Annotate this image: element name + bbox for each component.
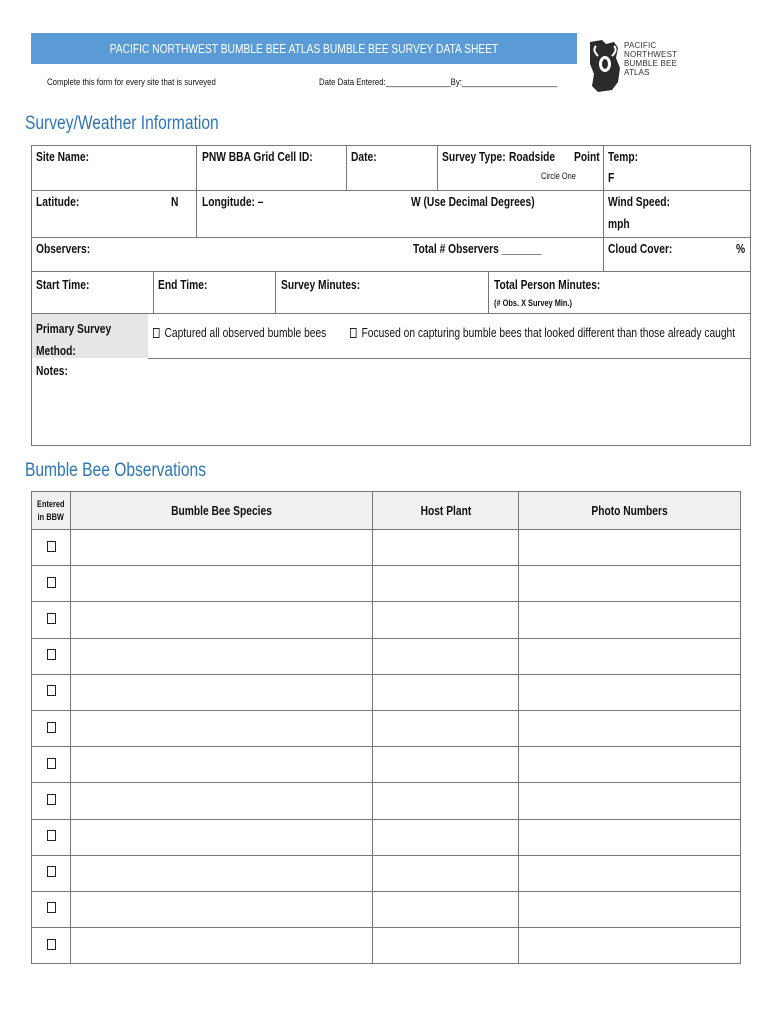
entered-checkbox-cell[interactable] (32, 928, 71, 964)
observers-field[interactable]: Observers: (36, 242, 91, 256)
entered-checkbox-cell[interactable] (32, 674, 71, 710)
host-plant-cell[interactable] (373, 530, 519, 566)
host-plant-cell[interactable] (373, 602, 519, 638)
checkbox-icon[interactable] (47, 613, 56, 624)
col-host-header: Host Plant (373, 492, 519, 530)
primary-method-label: Primary Survey Method: (36, 322, 112, 358)
wind-unit: mph (608, 217, 630, 231)
host-plant-cell[interactable] (373, 783, 519, 819)
temp-unit: F (608, 171, 615, 185)
site-name-field[interactable]: Site Name: (36, 150, 89, 164)
species-cell[interactable] (71, 674, 373, 710)
grid-cell-field[interactable]: PNW BBA Grid Cell ID: (202, 150, 313, 164)
species-cell[interactable] (71, 783, 373, 819)
checkbox-icon[interactable] (153, 328, 160, 338)
photo-numbers-cell[interactable] (519, 928, 741, 964)
photo-numbers-cell[interactable] (519, 638, 741, 674)
photo-numbers-cell[interactable] (519, 855, 741, 891)
entered-checkbox-cell[interactable] (32, 602, 71, 638)
species-cell[interactable] (71, 855, 373, 891)
entered-checkbox-cell[interactable] (32, 747, 71, 783)
table-row (32, 891, 741, 927)
checkbox-icon[interactable] (350, 328, 357, 338)
table-row (32, 855, 741, 891)
photo-numbers-cell[interactable] (519, 783, 741, 819)
col-divider (437, 145, 438, 190)
entered-checkbox-cell[interactable] (32, 819, 71, 855)
checkbox-icon[interactable] (47, 866, 56, 877)
survey-section-title: Survey/Weather Information (25, 113, 219, 134)
cloud-cover-field[interactable]: Cloud Cover: (608, 242, 673, 256)
species-cell[interactable] (71, 891, 373, 927)
entered-checkbox-cell[interactable] (32, 530, 71, 566)
circle-one-hint: Circle One (541, 171, 576, 181)
instruction-text: Complete this form for every site that is surveyed (47, 77, 216, 88)
temp-field[interactable]: Temp: (608, 150, 638, 164)
species-cell[interactable] (71, 747, 373, 783)
table-row (32, 747, 741, 783)
host-plant-cell[interactable] (373, 674, 519, 710)
latitude-n: N (171, 195, 179, 209)
table-row (32, 674, 741, 710)
host-plant-cell[interactable] (373, 566, 519, 602)
table-row (32, 819, 741, 855)
col-entered-header: Entered in BBW (32, 492, 71, 530)
photo-numbers-cell[interactable] (519, 530, 741, 566)
species-cell[interactable] (71, 530, 373, 566)
species-cell[interactable] (71, 710, 373, 746)
roadside-option[interactable]: Roadside (509, 150, 556, 164)
checkbox-icon[interactable] (47, 541, 56, 552)
host-plant-cell[interactable] (373, 747, 519, 783)
col-divider (346, 145, 347, 190)
wind-speed-field[interactable]: Wind Speed: (608, 195, 670, 209)
host-plant-cell[interactable] (373, 819, 519, 855)
longitude-w: W (Use Decimal Degrees) (411, 195, 535, 209)
checkbox-icon[interactable] (47, 758, 56, 769)
species-cell[interactable] (71, 602, 373, 638)
col-photo-header: Photo Numbers (519, 492, 741, 530)
col-divider (275, 271, 276, 313)
total-person-minutes-field[interactable]: Total Person Minutes: (494, 278, 601, 292)
form-title: PACIFIC NORTHWEST BUMBLE BEE ATLAS BUMBLE BEE SURVEY DATA SHEET (109, 41, 499, 56)
checkbox-icon[interactable] (47, 685, 56, 696)
col-divider (153, 271, 154, 313)
entered-checkbox-cell[interactable] (32, 710, 71, 746)
host-plant-cell[interactable] (373, 928, 519, 964)
date-entered-line: Date Data Entered:_______________By:______________________ (319, 77, 558, 88)
species-cell[interactable] (71, 638, 373, 674)
species-cell[interactable] (71, 928, 373, 964)
photo-numbers-cell[interactable] (519, 566, 741, 602)
checkbox-icon[interactable] (47, 577, 56, 588)
table-header-row (32, 492, 741, 530)
logo-text: PACIFIC NORTHWEST BUMBLE BEE ATLAS (624, 41, 678, 77)
photo-numbers-cell[interactable] (519, 710, 741, 746)
observations-table (31, 491, 741, 964)
start-time-field[interactable]: Start Time: (36, 278, 90, 292)
row-divider (31, 271, 751, 272)
photo-numbers-cell[interactable] (519, 819, 741, 855)
entered-checkbox-cell[interactable] (32, 855, 71, 891)
end-time-field[interactable]: End Time: (158, 278, 208, 292)
entered-checkbox-cell[interactable] (32, 891, 71, 927)
host-plant-cell[interactable] (373, 710, 519, 746)
row-divider (148, 358, 751, 359)
host-plant-cell[interactable] (373, 855, 519, 891)
checkbox-icon[interactable] (47, 902, 56, 913)
checkbox-icon[interactable] (47, 794, 56, 805)
survey-minutes-field[interactable]: Survey Minutes: (281, 278, 361, 292)
photo-numbers-cell[interactable] (519, 602, 741, 638)
table-row (32, 566, 741, 602)
observations-section-title: Bumble Bee Observations (25, 460, 207, 481)
cloud-unit: % (736, 242, 746, 256)
title-banner (31, 33, 577, 64)
species-cell[interactable] (71, 819, 373, 855)
person-minutes-note: (# Obs. X Survey Min.) (494, 298, 572, 308)
host-plant-cell[interactable] (373, 891, 519, 927)
checkbox-icon[interactable] (47, 830, 56, 841)
total-observers-field[interactable]: Total # Observers _______ (413, 242, 542, 256)
entered-checkbox-cell[interactable] (32, 566, 71, 602)
table-row (32, 783, 741, 819)
point-option[interactable]: Point (574, 150, 600, 164)
notes-field[interactable]: Notes: (36, 364, 68, 378)
checkbox-icon[interactable] (47, 649, 56, 660)
col-divider (488, 271, 489, 313)
table-row (32, 602, 741, 638)
table-row (32, 638, 741, 674)
entered-checkbox-cell[interactable] (32, 638, 71, 674)
entered-checkbox-cell[interactable] (32, 783, 71, 819)
checkbox-icon[interactable] (47, 939, 56, 950)
species-cell[interactable] (71, 566, 373, 602)
table-row (32, 928, 741, 964)
latitude-field[interactable]: Latitude: (36, 195, 80, 209)
method-captured-option[interactable]: Captured all observed bumble bees (153, 326, 364, 340)
survey-type-label: Survey Type: (442, 150, 506, 164)
table-row (32, 530, 741, 566)
longitude-field[interactable]: Longitude: – (202, 195, 264, 209)
col-species-header: Bumble Bee Species (71, 492, 373, 530)
table-row (32, 710, 741, 746)
photo-numbers-cell[interactable] (519, 747, 741, 783)
col-divider (196, 145, 197, 237)
date-field[interactable]: Date: (351, 150, 377, 164)
photo-numbers-cell[interactable] (519, 891, 741, 927)
host-plant-cell[interactable] (373, 638, 519, 674)
method-focused-option[interactable]: Focused on capturing bumble bees that looked different than those already caught (350, 326, 770, 340)
photo-numbers-cell[interactable] (519, 674, 741, 710)
row-divider (31, 190, 751, 191)
row-divider (31, 237, 751, 238)
checkbox-icon[interactable] (47, 722, 56, 733)
